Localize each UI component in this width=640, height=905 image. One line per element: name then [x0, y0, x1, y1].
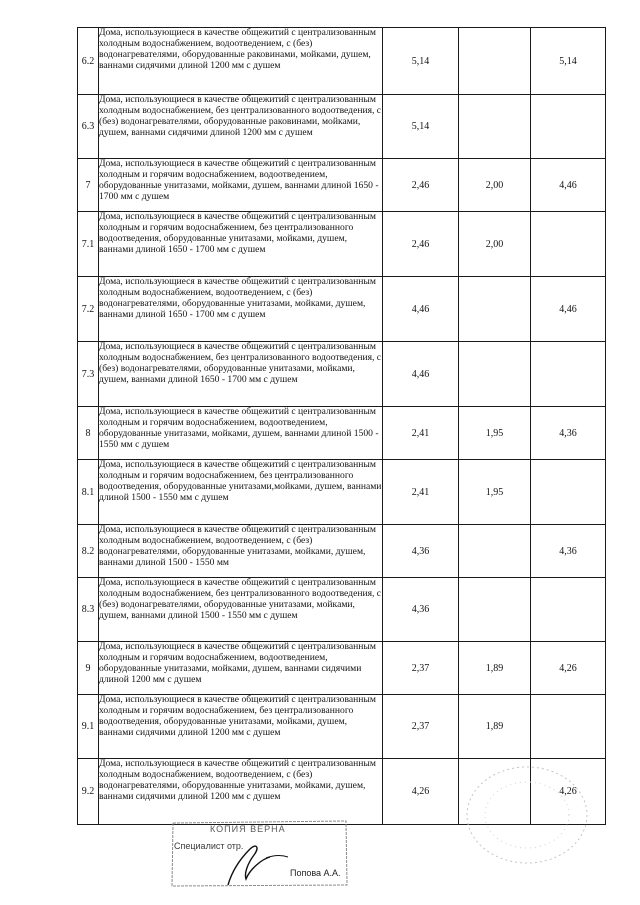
value-total: [531, 578, 606, 642]
value-cold-water: 2,41: [383, 407, 459, 460]
row-description: Дома, использующиеся в качестве общежитий с централизованным холодным водоснабжением, без централизованного водоотведения, с (без) водонагревателями, оборудованные раковинами, мойками, душем, ваннами сидячими длиной 1200 мм с душем: [99, 95, 383, 159]
norms-table: [77, 27, 606, 825]
value-total: [531, 95, 606, 159]
row-number: 9.2: [78, 759, 99, 825]
table-row: [78, 642, 606, 695]
value-total: [531, 460, 606, 525]
value-cold-water: 2,41: [383, 460, 459, 525]
row-number: 9.1: [78, 695, 99, 759]
table-row: [78, 578, 606, 642]
row-number: 7.3: [78, 342, 99, 407]
row-number: 8: [78, 407, 99, 460]
value-cold-water: 4,26: [383, 759, 459, 825]
value-hot-water: 1,89: [459, 642, 531, 695]
value-hot-water: [459, 277, 531, 342]
value-hot-water: [459, 95, 531, 159]
value-hot-water: 2,00: [459, 159, 531, 212]
row-number: 8.3: [78, 578, 99, 642]
value-hot-water: 1,89: [459, 695, 531, 759]
value-hot-water: [459, 342, 531, 407]
row-description: Дома, использующиеся в качестве общежитий с централизованным холодным водоснабжением, водоотведением, с (без) водонагревателями, оборудованные унитазами, мойками, душем, ваннами длиной 1650 - 1700 мм с душем: [99, 277, 383, 342]
value-total: [531, 695, 606, 759]
value-hot-water: 2,00: [459, 212, 531, 277]
value-cold-water: 2,37: [383, 695, 459, 759]
value-total: 4,36: [531, 525, 606, 578]
value-cold-water: 5,14: [383, 28, 459, 95]
value-hot-water: [459, 578, 531, 642]
table-row: [78, 695, 606, 759]
value-total: [531, 342, 606, 407]
value-hot-water: 1,95: [459, 407, 531, 460]
stamp-copy-label: КОПИЯ ВЕРНА: [210, 824, 286, 834]
value-cold-water: 4,46: [383, 342, 459, 407]
value-total: 4,46: [531, 159, 606, 212]
seal-watermark-icon: [462, 760, 592, 870]
value-cold-water: 4,36: [383, 578, 459, 642]
row-number: 6.2: [78, 28, 99, 95]
row-number: 8.1: [78, 460, 99, 525]
value-cold-water: 2,46: [383, 212, 459, 277]
stamp-position: Специалист отр.: [174, 841, 244, 851]
value-total: 4,26: [531, 642, 606, 695]
value-cold-water: 2,46: [383, 159, 459, 212]
copy-certified-stamp: [170, 819, 348, 887]
value-cold-water: 4,36: [383, 525, 459, 578]
row-number: 7.2: [78, 277, 99, 342]
row-number: 9: [78, 642, 99, 695]
table-row: [78, 407, 606, 460]
table-row: [78, 342, 606, 407]
row-number: 6.3: [78, 95, 99, 159]
row-description: Дома, использующиеся в качестве общежитий с централизованным холодным и горячим водоснабжением, водоотведением, оборудованные унитазами, мойками, душем, ваннами сидячими длиной 1200 мм с душем: [99, 642, 383, 695]
row-description: Дома, использующиеся в качестве общежитий с централизованным холодным и горячим водоснабжением, без централизованного водоотведения, оборудованные унитазами, мойками, душем, ваннами сидячими длиной 1200 мм с душем: [99, 695, 383, 759]
row-number: 7.1: [78, 212, 99, 277]
table-row: [78, 525, 606, 578]
norms-table-body: [78, 28, 606, 825]
row-number: 7: [78, 159, 99, 212]
table-row: [78, 159, 606, 212]
value-total: 4,26: [531, 759, 606, 825]
row-description: Дома, использующиеся в качестве общежитий с централизованным холодным водоснабжением, водоотведением, с (без) водонагревателями, оборудованные раковинами, мойками, душем, ваннами сидячими длиной 1200 мм с душем: [99, 28, 383, 95]
value-total: 5,14: [531, 28, 606, 95]
table-row: [78, 28, 606, 95]
value-cold-water: 2,37: [383, 642, 459, 695]
row-description: Дома, использующиеся в качестве общежитий с централизованным холодным и горячим водоснабжением, водоотведением, оборудованные унитазами, мойками, душем, ваннами длиной 1500 - 1550 мм с душем: [99, 407, 383, 460]
value-total: 4,36: [531, 407, 606, 460]
value-hot-water: [459, 525, 531, 578]
value-hot-water: [459, 28, 531, 95]
row-description: Дома, использующиеся в качестве общежитий с централизованным холодным водоснабжением, без централизованного водоотведения, с (без) водонагревателями, оборудованные унитазами, мойками, душем, ваннами длиной 1650 - 1700 мм с душем: [99, 342, 383, 407]
value-total: [531, 212, 606, 277]
row-description: Дома, использующиеся в качестве общежитий с централизованным холодным водоснабжением, водоотведением, с (без) водонагревателями, оборудованные унитазами, мойками, душем, ваннами длиной 1500 - 1550 мм: [99, 525, 383, 578]
row-description: Дома, использующиеся в качестве общежитий с централизованным холодным водоснабжением, без централизованного водоотведения, с (без) водонагревателями, оборудованные унитазами, мойками, душем, ваннами длиной 1500 - 1550 мм с душем: [99, 578, 383, 642]
value-cold-water: 4,46: [383, 277, 459, 342]
row-description: Дома, использующиеся в качестве общежитий с централизованным холодным водоснабжением, водоотведением, с (без) водонагревателями, оборудованные унитазами, мойками, душем, ваннами сидячими длиной 1200 мм с душем: [99, 759, 383, 825]
row-description: Дома, использующиеся в качестве общежитий с централизованным холодным и горячим водоснабжением, водоотведением, оборудованные унитазами, мойками, душем, ваннами длиной 1650 - 1700 мм с душем: [99, 159, 383, 212]
value-total: 4,46: [531, 277, 606, 342]
table-row: [78, 277, 606, 342]
row-description: Дома, использующиеся в качестве общежитий с централизованным холодным и горячим водоснабжением, без централизованного водоотведения, оборудованные унитазами, мойками, душем, ваннами длиной 1650 - 1700 мм с душем: [99, 212, 383, 277]
row-number: 8.2: [78, 525, 99, 578]
table-row: [78, 212, 606, 277]
signer-name: Попова А.А.: [290, 868, 341, 878]
value-hot-water: 1,95: [459, 460, 531, 525]
row-description: Дома, использующиеся в качестве общежитий с централизованным холодным и горячим водоснабжением, без централизованного водоотведения, оборудованные унитазами,мойками, душем, ваннами длиной 1500 - 1550 мм с душем: [99, 460, 383, 525]
table-row: [78, 95, 606, 159]
value-cold-water: 5,14: [383, 95, 459, 159]
table-row: [78, 460, 606, 525]
